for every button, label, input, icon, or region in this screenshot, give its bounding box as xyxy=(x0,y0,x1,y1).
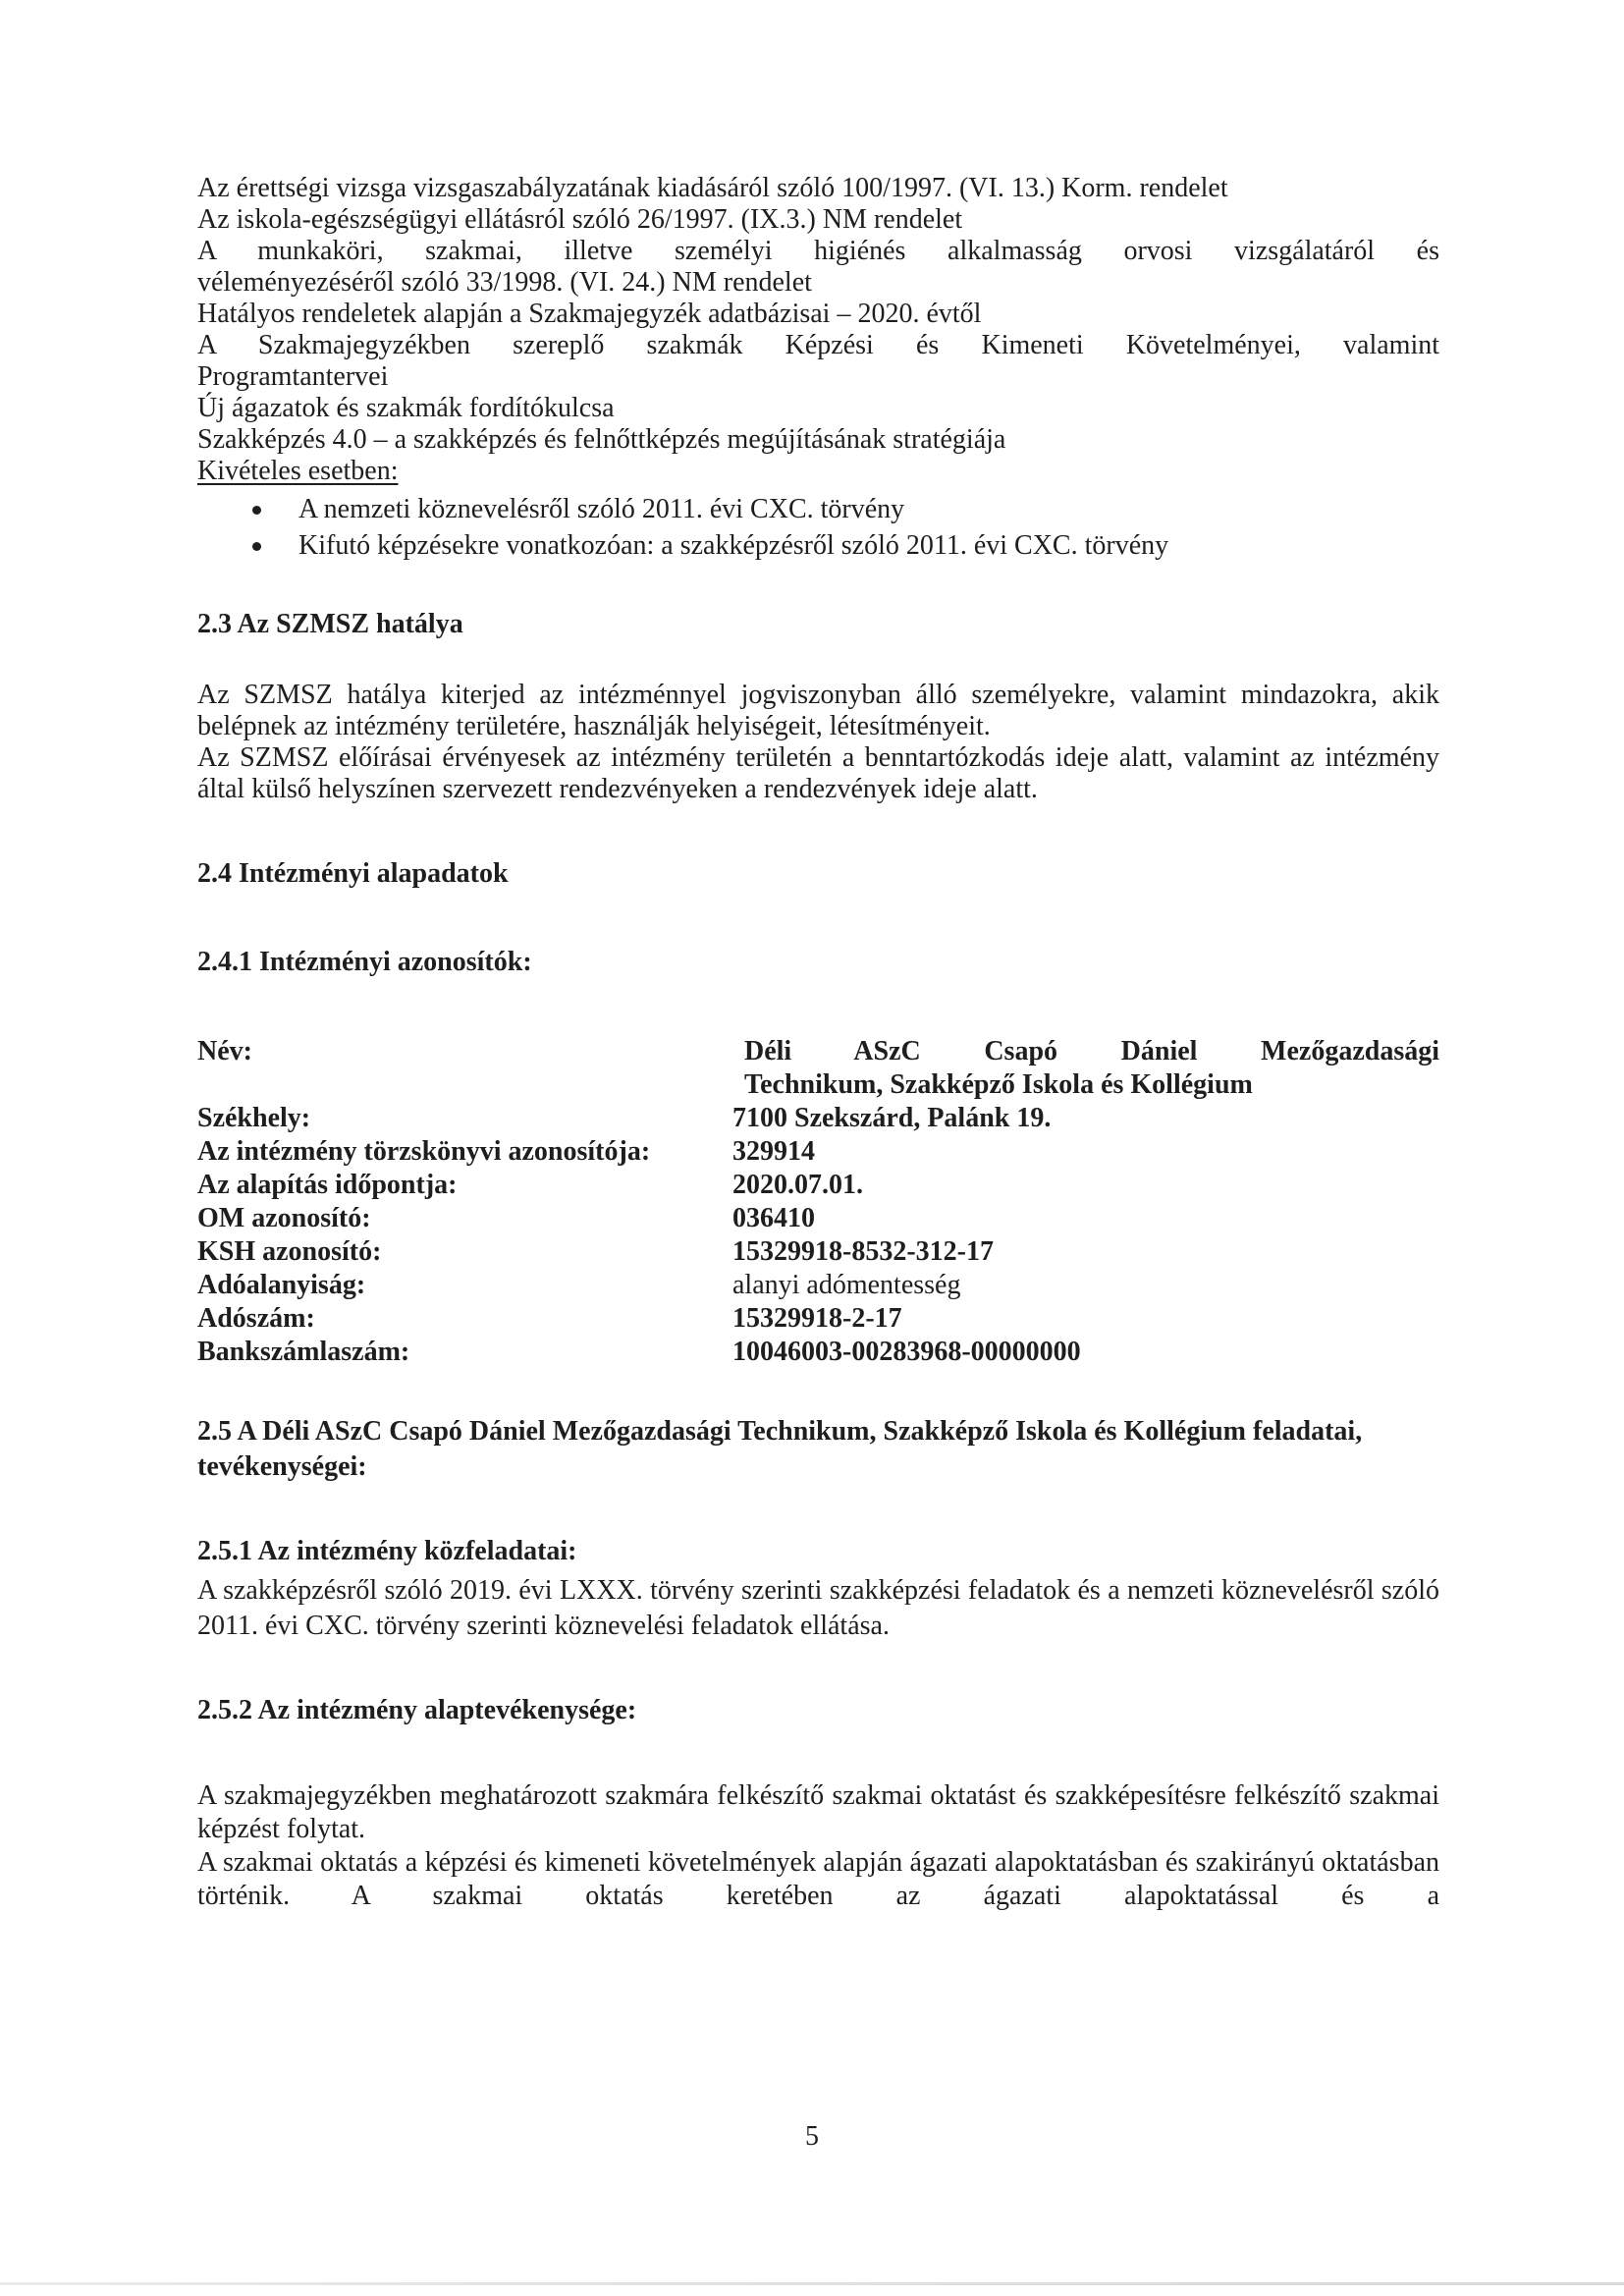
section-heading-2-4: 2.4 Intézményi alapadatok xyxy=(197,858,509,889)
section-heading-2-5-2: 2.5.2 Az intézmény alaptevékenysége: xyxy=(197,1695,637,1725)
identifier-label: Adóalanyiság: xyxy=(197,1270,366,1300)
section-2-5-1-paragraph: A szakképzésről szóló 2019. évi LXXX. törvény szerinti szakképzési feladatok és a nemzeti köznevelésről szóló 2011. évi CXC. törvény szerinti köznevelési feladatok ellátása. xyxy=(197,1575,1439,1641)
reference-line: Hatályos rendeletek alapján a Szakmajegyzék adatbázisai – 2020. évtől xyxy=(197,299,982,329)
reference-line: Az iskola-egészségügyi ellátásról szóló 26/1997. (IX.3.) NM rendelet xyxy=(197,204,963,235)
bullet-icon xyxy=(252,542,261,551)
document-page xyxy=(197,173,1439,1913)
identifier-value: 2020.07.01. xyxy=(732,1170,863,1200)
identifier-value xyxy=(732,1035,1439,1102)
institution-name-line-2: Technikum, Szakképző Iskola és Kollégium xyxy=(744,1069,1253,1100)
institution-identifiers-table xyxy=(197,1035,1439,1369)
legal-references-list xyxy=(197,173,1439,564)
section-heading-2-3: 2.3 Az SZMSZ hatálya xyxy=(197,609,463,639)
identifier-label: Név: xyxy=(197,1036,252,1066)
table-row xyxy=(197,1235,1439,1269)
identifier-value: 329914 xyxy=(732,1136,815,1167)
exceptional-cases-list xyxy=(197,491,1439,564)
table-row xyxy=(197,1336,1439,1369)
section-2-5-2-paragraph-1: A szakmajegyzékben meghatározott szakmára felkészítő szakmai oktatást és szakképesítésre felkészítő szakmai képzést folytat. xyxy=(197,1780,1439,1844)
table-row xyxy=(197,1169,1439,1202)
table-row xyxy=(197,1035,1439,1102)
table-row xyxy=(197,1302,1439,1336)
reference-line: Szakképzés 4.0 – a szakképzés és felnőttképzés megújításának stratégiája xyxy=(197,424,1006,455)
section-2-3-paragraph-2: Az SZMSZ előírásai érvényesek az intézmény területén a benntartózkodás ideje alatt, valamint az intézmény által külső helyszínen szervezett rendezvényeken a rendezvények ideje alatt. xyxy=(197,742,1439,804)
reference-line: Programtantervei xyxy=(197,361,389,392)
bullet-icon xyxy=(252,506,261,515)
section-heading-2-5-1: 2.5.1 Az intézmény közfeladatai: xyxy=(197,1536,577,1566)
identifier-label: Az alapítás időpontja: xyxy=(197,1170,458,1200)
section-2-3-paragraph: Az SZMSZ hatálya kiterjed az intézménnyel jogviszonyban álló személyekre, valamint mindazokra, akik belépnek az intézmény területére, használják helyiségeit, létesítményeit. xyxy=(197,680,1439,741)
identifier-label: Székhely: xyxy=(197,1103,311,1133)
page-number: 5 xyxy=(805,2121,819,2152)
identifier-value: 15329918-8532-312-17 xyxy=(732,1236,994,1267)
identifier-label: OM azonosító: xyxy=(197,1203,371,1233)
identifier-label: Adószám: xyxy=(197,1303,315,1334)
section-heading-2-5: 2.5 A Déli ASzC Csapó Dániel Mezőgazdasági Technikum, Szakképző Iskola és Kollégium feladatai, tevékenységei: xyxy=(197,1416,1363,1482)
list-item: Kifutó képzésekre vonatkozóan: a szakképzésről szóló 2011. évi CXC. törvény xyxy=(197,527,1439,564)
institution-name-line-1: Déli ASzC Csapó Dániel Mezőgazdasági xyxy=(744,1036,1439,1066)
reference-line: A Szakmajegyzékben szereplő szakmák Képzési és Kimeneti Követelményei, valamint xyxy=(197,330,1439,360)
identifier-value: 10046003-00283968-00000000 xyxy=(732,1337,1081,1367)
table-row xyxy=(197,1269,1439,1302)
table-row xyxy=(197,1202,1439,1235)
scan-edge-line xyxy=(0,2282,1624,2285)
identifier-label: Bankszámlaszám: xyxy=(197,1337,410,1367)
identifier-label: KSH azonosító: xyxy=(197,1236,382,1267)
section-2-5-2-paragraph-2: A szakmai oktatás a képzési és kimeneti követelmények alapján ágazati alapoktatásban és szakirányú oktatásban történik. A szakmai oktatás keretében az ágazati alapoktatással és a xyxy=(197,1847,1439,1911)
identifier-value: 036410 xyxy=(732,1203,815,1233)
identifier-value: alanyi adómentesség xyxy=(732,1270,961,1300)
exceptional-cases-label: Kivételes esetben: xyxy=(197,456,399,486)
reference-line: véleményezéséről szóló 33/1998. (VI. 24.) NM rendelet xyxy=(197,267,812,298)
table-row xyxy=(197,1135,1439,1169)
identifier-value: 7100 Szekszárd, Palánk 19. xyxy=(732,1103,1052,1133)
table-row xyxy=(197,1102,1439,1135)
list-item: A nemzeti köznevelésről szóló 2011. évi CXC. törvény xyxy=(197,491,1439,527)
reference-line: Az érettségi vizsga vizsgaszabályzatának kiadásáról szóló 100/1997. (VI. 13.) Korm. rendelet xyxy=(197,173,1228,203)
section-heading-2-4-1: 2.4.1 Intézményi azonosítók: xyxy=(197,947,532,977)
reference-line: Új ágazatok és szakmák fordítókulcsa xyxy=(197,393,615,423)
identifier-label: Az intézmény törzskönyvi azonosítója: xyxy=(197,1136,651,1167)
identifier-value: 15329918-2-17 xyxy=(732,1303,902,1334)
reference-line: A munkaköri, szakmai, illetve személyi higiénés alkalmasság orvosi vizsgálatáról és xyxy=(197,236,1439,266)
